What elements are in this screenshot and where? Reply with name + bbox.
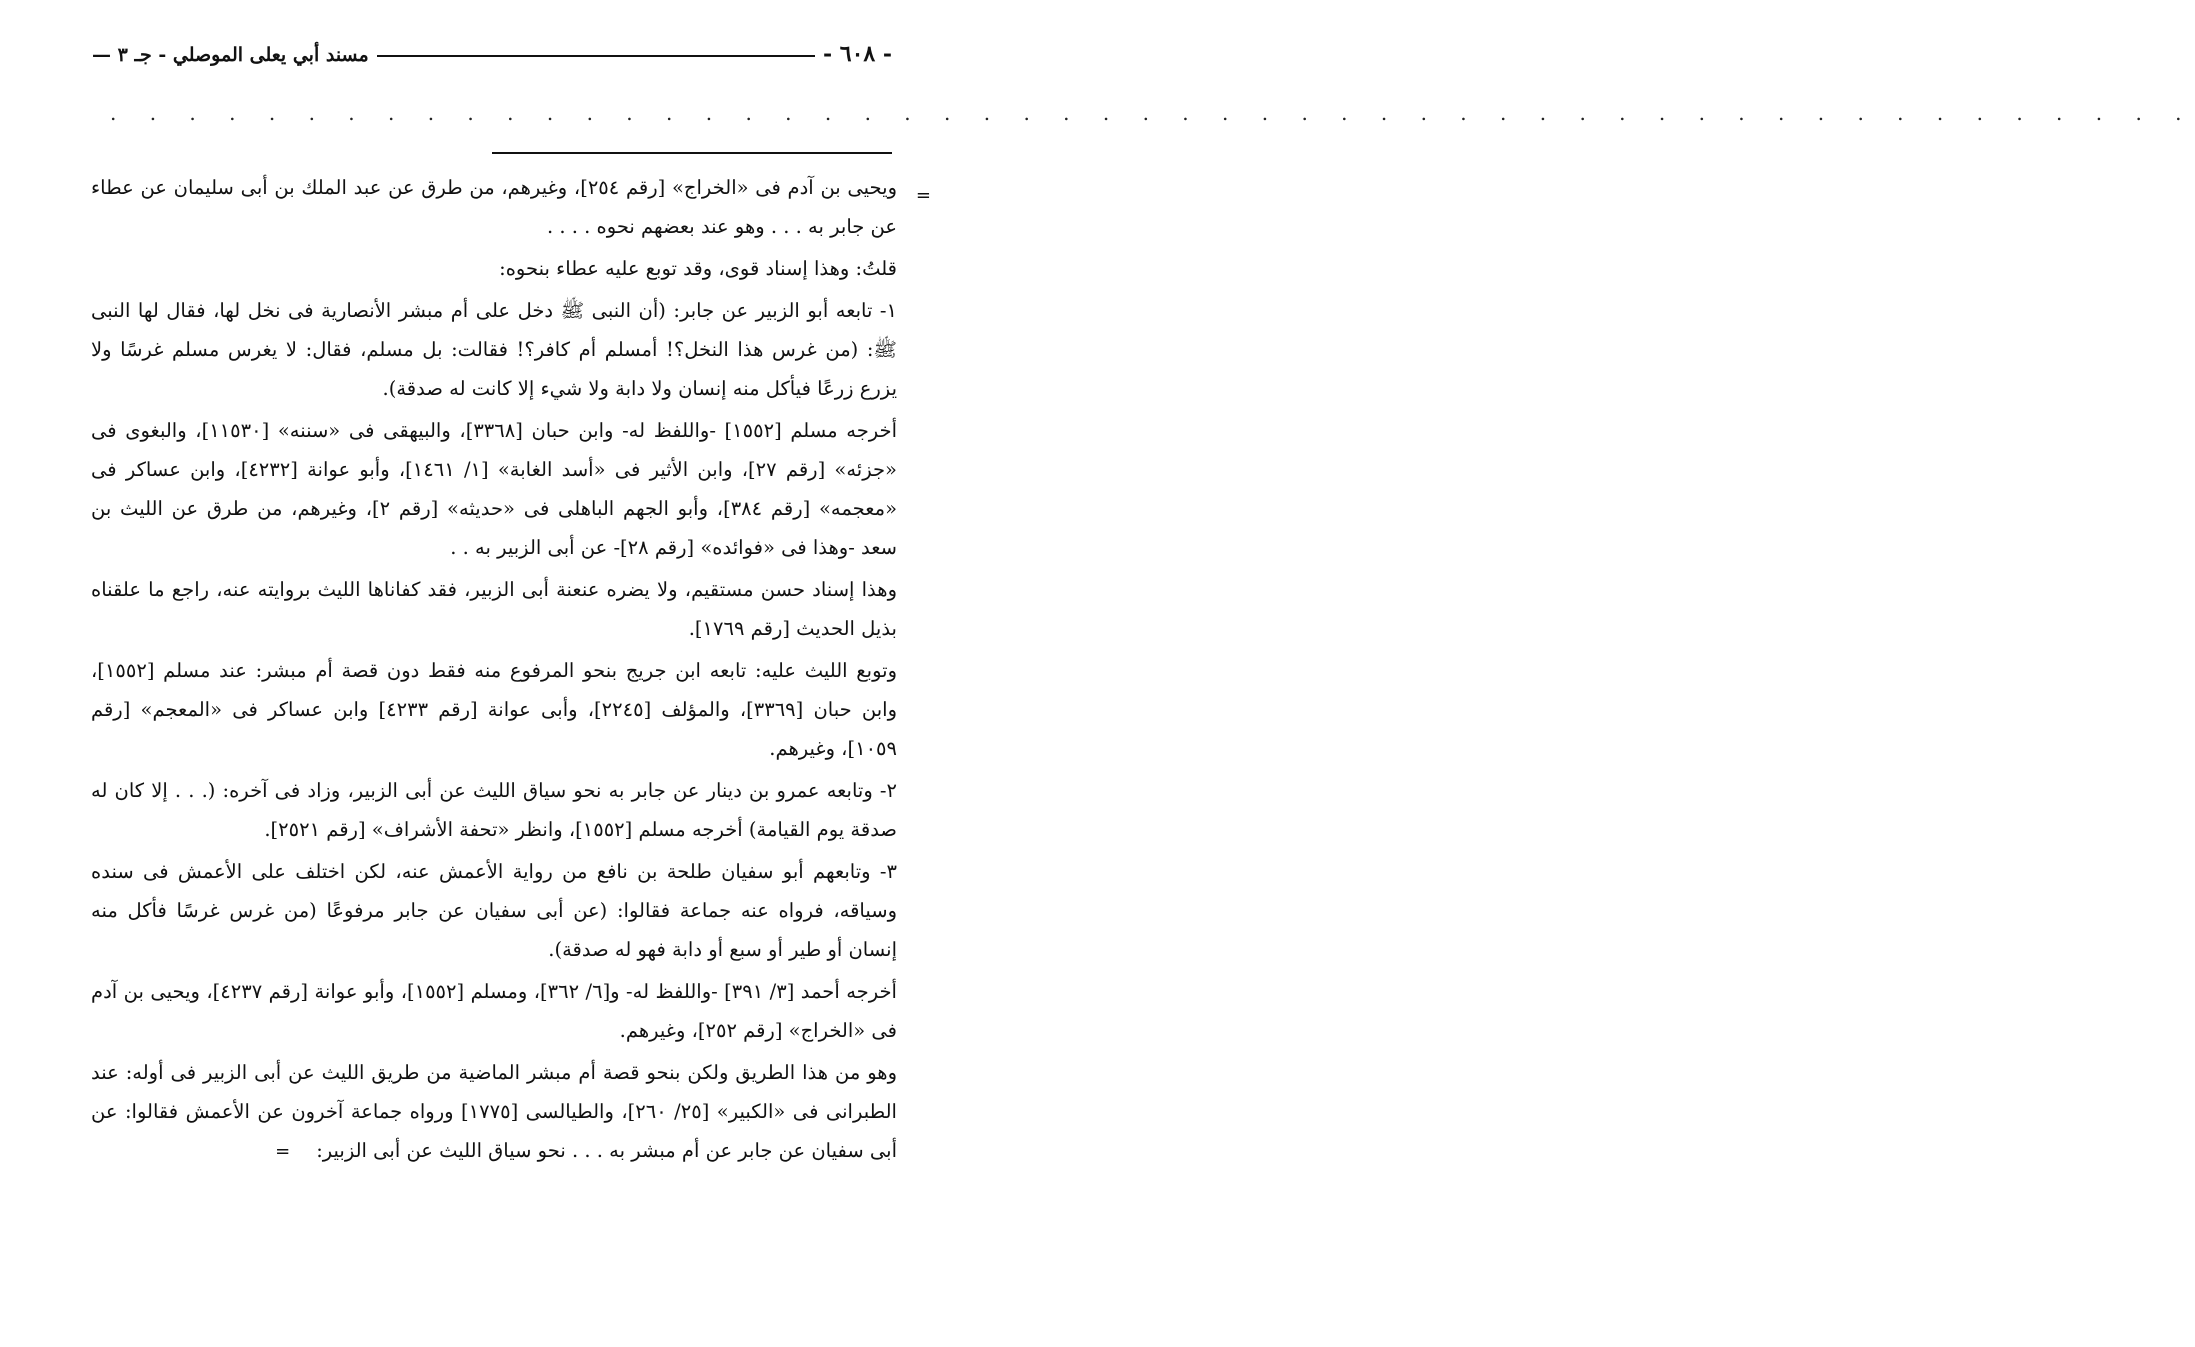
dotted-separator: . . . . . . . . . . . . . . . . . . . . . . . . . . . . . . . . . . . . . . . . . . . . . . . . . . . . . (110, 101, 2195, 125)
paragraph: ٣- وتابعهم أبو سفيان طلحة بن نافع من رواية الأعمش عنه، لكن اختلف على الأعمش فى سنده وسياقه، فرواه عنه جماعة فقالوا: (عن أبى سفيان عن جابر مرفوعًا (من غرس غرسًا فأكل منه إنسان أو طير أو سبع أو دابة فهو له صدقة). (91, 860, 897, 961)
footnote-body (91, 168, 931, 1174)
paragraph: أخرجه أحمد [٣/ ٣٩١] -واللفظ له- و[٦/ ٣٦٢]، ومسلم [١٥٥٢]، وأبو عوانة [رقم ٤٢٣٧]، ويحيى بن آدم فى «الخراج» [رقم ٢٥٢]، وغيرهم. (91, 980, 897, 1042)
paragraph: ويحيى بن آدم فى «الخراج» [رقم ٢٥٤]، وغيرهم، من طرق عن عبد الملك بن أبى سليمان عن عطاء عن جابر به . . . وهو عند بعضهم نحوه . . . . (91, 176, 897, 238)
paragraph: قلتُ: وهذا إسناد قوى، وقد توبع عليه عطاء بنحوه: (499, 257, 897, 280)
paragraph-text: وهو من هذا الطريق ولكن بنحو قصة أم مبشر الماضية من طريق الليث عن أبى الزبير فى أوله: عند الطبرانى فى «الكبير» [٢٥/ ٢٦٠]، والطيالسى [١٧٧٥] ورواه جماعة آخرون عن الأعمش فقالوا: عن أبى سفيان عن جابر عن أم مبشر به . . . نحو سياق الليث عن أبى الزبير: (91, 1061, 897, 1162)
paragraph: ١- تابعه أبو الزبير عن جابر: (أن النبى ﷺ دخل على أم مبشر الأنصارية فى نخل لها، فقال لها النبى ﷺ: (من غرس هذا النخل؟! أمسلم أم كافر؟! فقالت: بل مسلم، فقال: لا يغرس مسلم غرسًا ولا يزرع زرعًا فيأكل منه إنسان ولا دابة ولا شيء إلا كانت له صدقة). (91, 299, 897, 400)
page-number: - ٦٠٨ - (815, 37, 896, 71)
paragraph: وتوبع الليث عليه: تابعه ابن جريج بنحو المرفوع منه فقط دون قصة أم مبشر: عند مسلم [١٥٥٢]، وابن حبان [٣٣٦٩]، والمؤلف [٢٢٤٥]، وأبى عوانة [رقم ٤٢٣٣] وابن عساكر فى «المعجم» [رقم ١٠٥٩]، وغيرهم. (91, 659, 898, 760)
running-title: مسند أبي يعلى الموصلي - جـ ٣ — (88, 40, 377, 70)
footnote-rule (492, 152, 892, 154)
paragraph-last (91, 1053, 897, 1171)
page-header (88, 34, 896, 70)
continuation-mark-start: = (915, 185, 931, 206)
paragraph: ٢- وتابعه عمرو بن دينار عن جابر به نحو سياق الليث عن أبى الزبير، وزاد فى آخره: (. . . إلا كان له صدقة يوم القيامة) أخرجه مسلم [١٥٥٢]، وانظر «تحفة الأشراف» [رقم ٢٥٢١]. (91, 779, 897, 841)
paragraph: وهذا إسناد حسن مستقيم، ولا يضره عنعنة أبى الزبير، فقد كفاناها الليث بروايته عنه، راجع ما علقناه بذيل الحديث [رقم ١٧٦٩]. (91, 578, 897, 640)
paragraph: أخرجه مسلم [١٥٥٢] -واللفظ له- وابن حبان [٣٣٦٨]، والبيهقى فى «سننه» [١١٥٣٠]، والبغوى فى «جزئه» [رقم ٢٧]، وابن الأثير فى «أسد الغابة» [١/ ١٤٦١]، وأبو عوانة [٤٢٣٢]، وابن عساكر فى «معجمه» [رقم ٣٨٤]، وأبو الجهم الباهلى فى «حديثه» [رقم ٢]، وغيرهم، من طرق عن الليث بن سعد -وهذا فى «فوائده» [رقم ٢٨]- عن أبى الزبير به . . (91, 419, 898, 559)
continuation-mark-end: = (275, 1141, 291, 1162)
